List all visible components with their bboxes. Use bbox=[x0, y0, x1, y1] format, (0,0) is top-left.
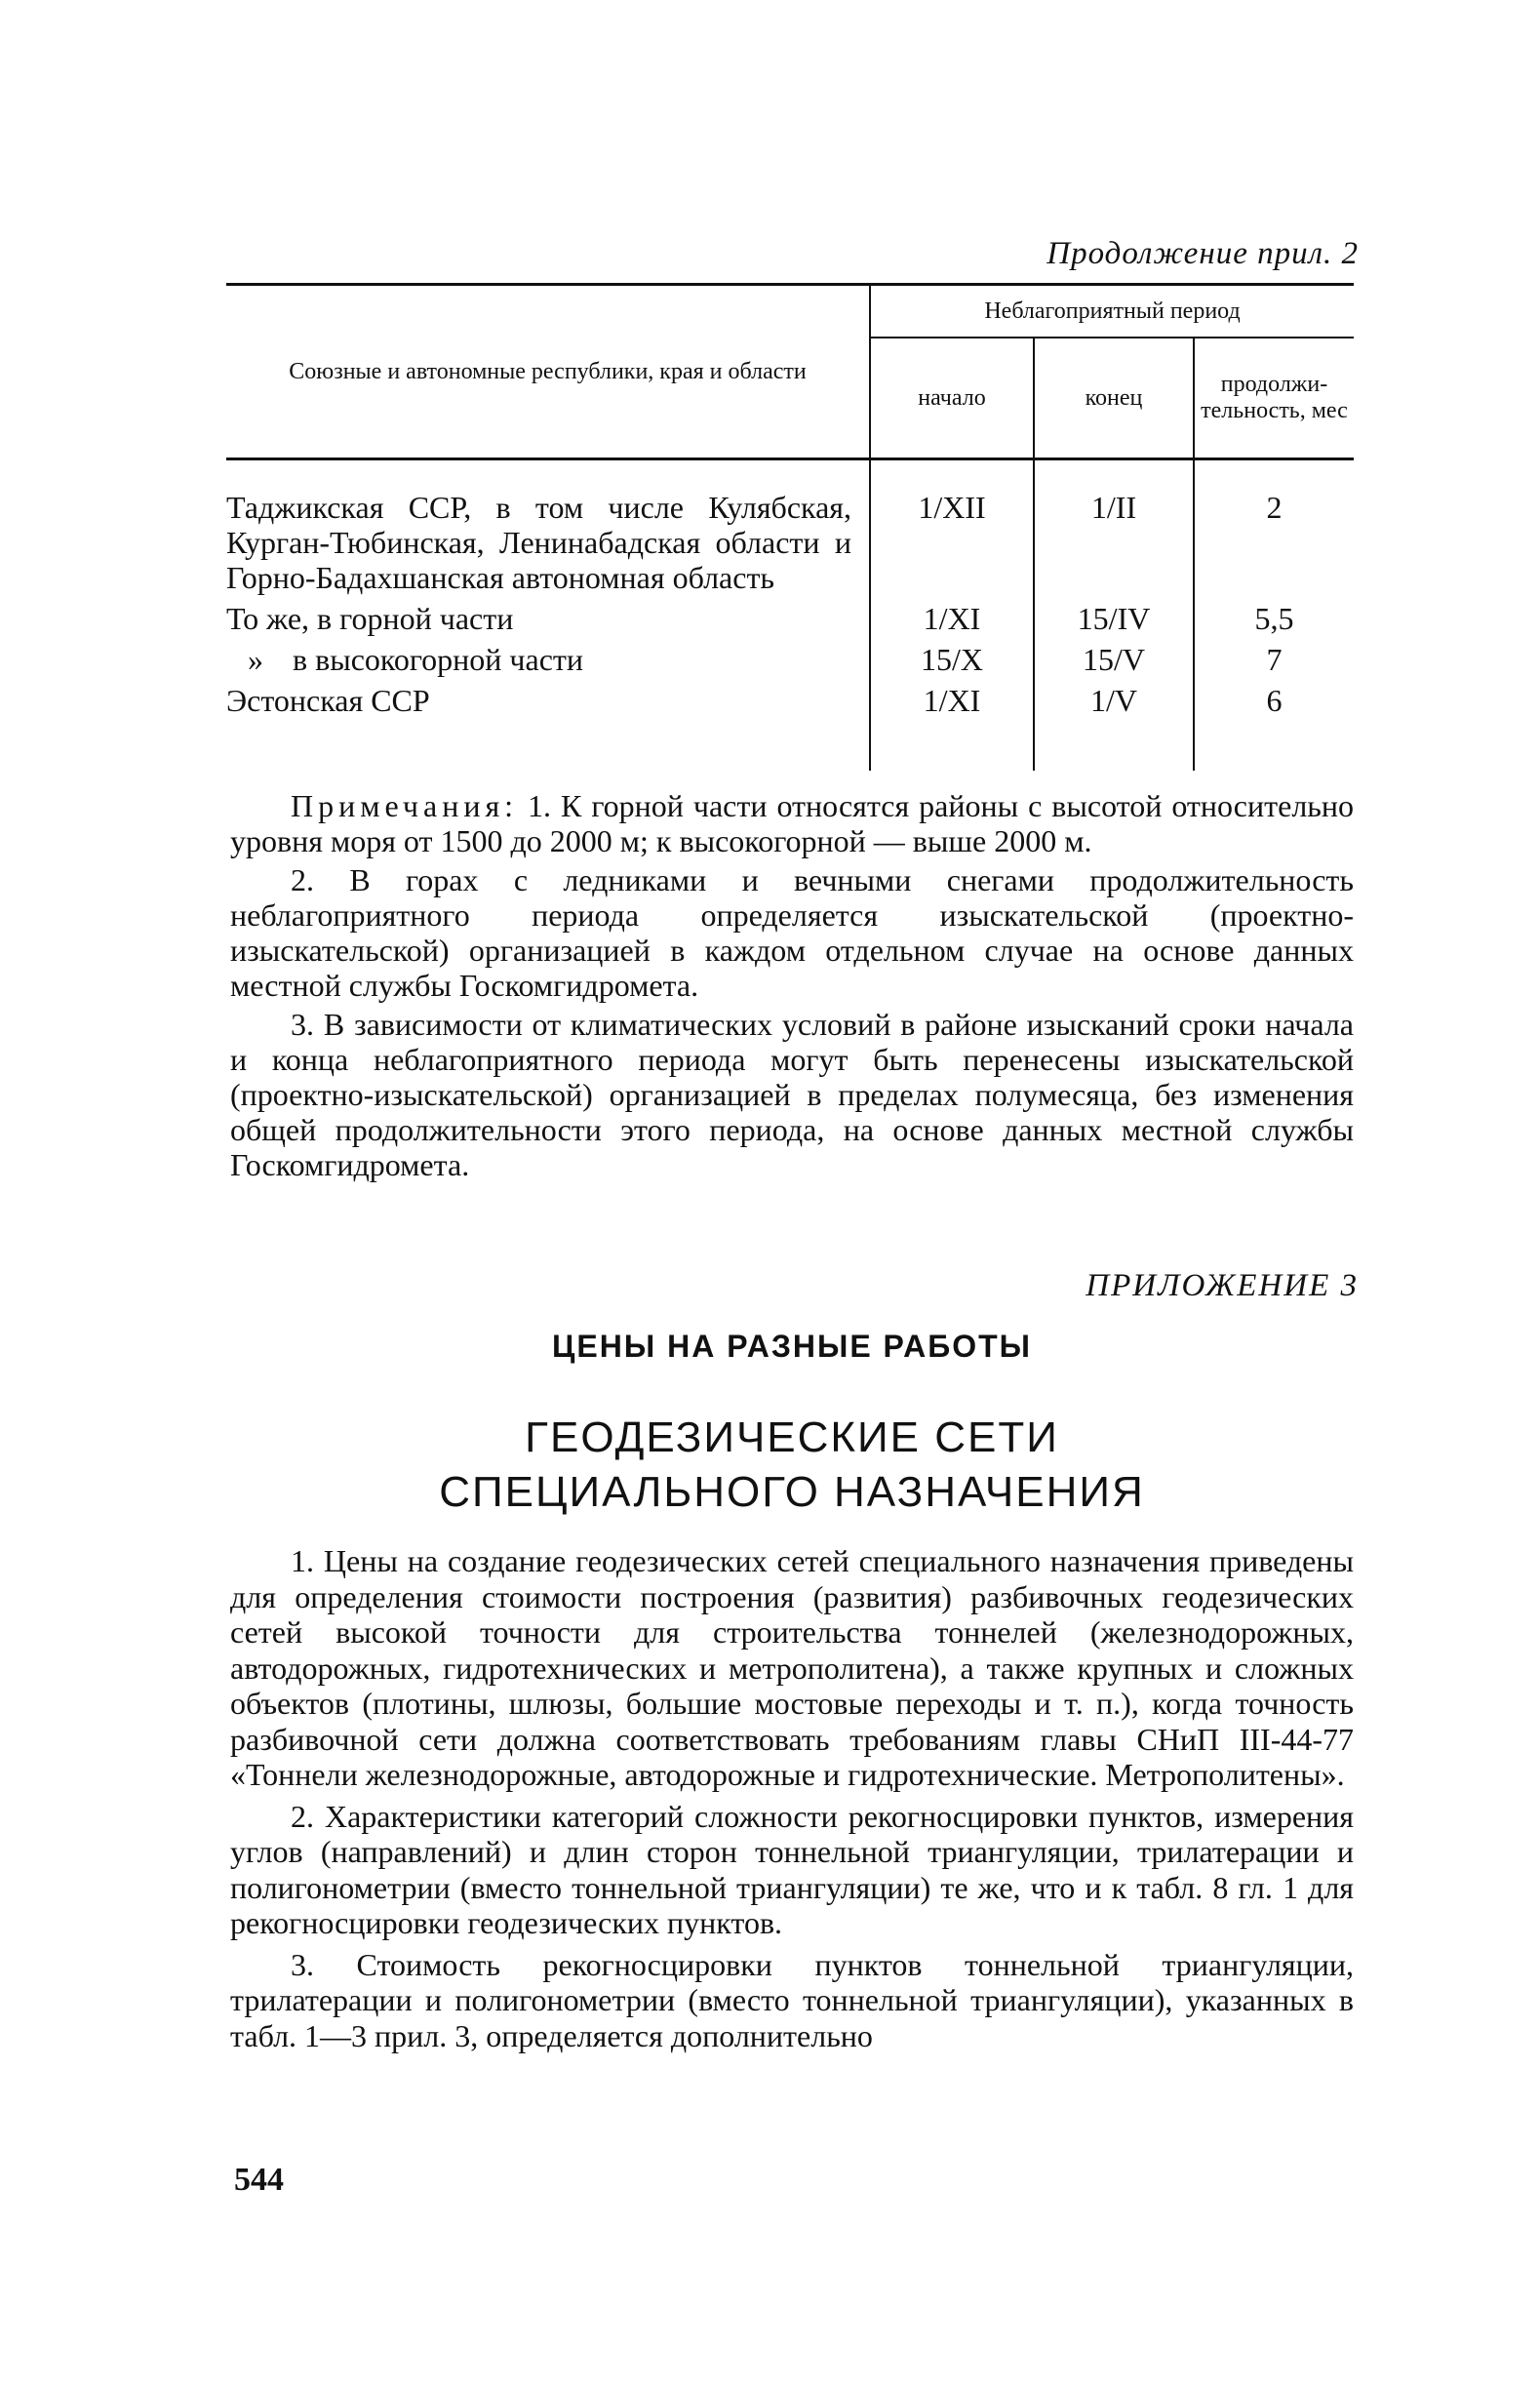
note-item: 2. В горах с ледниками и вечными снегами продолжительность неблагоприятного периода определяется изыскательской (проектно-изыскательской) организацией в каждом отдельном случае на основе данных местной службы Госкомгидромета. bbox=[230, 862, 1354, 1003]
table-row bbox=[226, 601, 1354, 642]
row-region: Эстонская ССР bbox=[226, 683, 430, 718]
paragraph: 3. Стоимость рекогносцировки пунктов тоннельной триангуляции, трилатерации и полигонометрии (вместо тоннельной триангуляции), указанных в табл. 1—3 прил. 3, определяется дополнительно bbox=[230, 1946, 1354, 2053]
table-header-row bbox=[226, 285, 1354, 338]
page-number: 544 bbox=[234, 2162, 284, 2198]
row-start: 15/X bbox=[870, 642, 1034, 683]
row-start: 1/XI bbox=[870, 683, 1034, 771]
row-end: 15/IV bbox=[1034, 601, 1194, 642]
note-item bbox=[230, 788, 1354, 858]
row-duration: 6 bbox=[1194, 683, 1354, 771]
row-start: 1/XI bbox=[870, 601, 1034, 642]
row-end: 1/V bbox=[1034, 683, 1194, 771]
continuation-label: Продолжение прил. 2 bbox=[1046, 236, 1359, 271]
row-duration: 5,5 bbox=[1194, 601, 1354, 642]
row-start: 1/XII bbox=[870, 459, 1034, 602]
row-duration: 2 bbox=[1194, 459, 1354, 602]
header-duration: продолжи-тельность, мес bbox=[1194, 338, 1354, 459]
row-region: То же, в горной части bbox=[226, 601, 514, 636]
header-period: Неблагоприятный период bbox=[870, 285, 1354, 338]
ditto-mark: » bbox=[248, 642, 263, 677]
table-notes bbox=[230, 788, 1354, 1186]
table-row bbox=[226, 642, 1354, 683]
section-title bbox=[230, 1411, 1354, 1520]
paragraph: 2. Характеристики категорий сложности рекогносцировки пунктов, измерения углов (направлений) и длин сторон тоннельной триангуляции, трилатерации и полигонометрии (вместо тоннельной триангуляции) те же, что и к табл. 8 гл. 1 для рекогносцировки геодезических пунктов. bbox=[230, 1798, 1354, 1940]
row-duration: 7 bbox=[1194, 642, 1354, 683]
paragraph: 1. Цены на создание геодезических сетей специального назначения приведены для определения стоимости построения (развития) разбивочных геодезических сетей высокой точности для строительства тоннелей (железнодорожных, автодорожных, гидротехнических и метрополитена), а также крупных и сложных объектов (плотины, шлюзы, большие мостовые переходы и т. п.), когда точность разбивочной сети должна соответствовать требованиям главы СНиП III-44-77 «Тоннели железнодорожные, автодорожные и гидротехнические. Метрополитены». bbox=[230, 1543, 1354, 1792]
header-region: Союзные и автономные республики, края и области bbox=[226, 285, 870, 459]
body-text bbox=[230, 1543, 1354, 2059]
period-table-wrapper bbox=[226, 283, 1354, 771]
row-region-cell bbox=[226, 642, 870, 683]
note-item: 3. В зависимости от климатических условий в районе изысканий сроки начала и конца неблагоприятного периода могут быть перенесены изыскательской (проектно-изыскательской) организацией в пределах полумесяца, без изменения общей продолжительности этого периода, на основе данных местной службы Госкомгидромета. bbox=[230, 1007, 1354, 1182]
row-region: Таджикская ССР, в том числе Кулябская, Курган-Тюбинская, Ленинабадская области и Горно-Бадахшанская автономная область bbox=[226, 490, 851, 595]
appendix-label: ПРИЛОЖЕНИЕ 3 bbox=[1086, 1268, 1359, 1303]
table-row bbox=[226, 683, 1354, 771]
note-text: 1. К горной части относятся районы с высотой относительно уровня моря от 1500 до 2000 м; к высокогорной — выше 2000 м. bbox=[230, 788, 1355, 858]
unfavorable-period-table bbox=[226, 283, 1354, 771]
prices-title: ЦЕНЫ НА РАЗНЫЕ РАБОТЫ bbox=[552, 1329, 1032, 1364]
row-end: 15/V bbox=[1034, 642, 1194, 683]
section-title-line: ГЕОДЕЗИЧЕСКИЕ СЕТИ bbox=[525, 1413, 1059, 1461]
row-region: в высокогорной части bbox=[293, 642, 584, 677]
row-end: 1/II bbox=[1034, 459, 1194, 602]
section-title-line: СПЕЦИАЛЬНОГО НАЗНАЧЕНИЯ bbox=[439, 1468, 1145, 1516]
header-start: начало bbox=[870, 338, 1034, 459]
notes-label: Примечания: bbox=[291, 788, 519, 823]
table-row bbox=[226, 459, 1354, 602]
header-end: конец bbox=[1034, 338, 1194, 459]
